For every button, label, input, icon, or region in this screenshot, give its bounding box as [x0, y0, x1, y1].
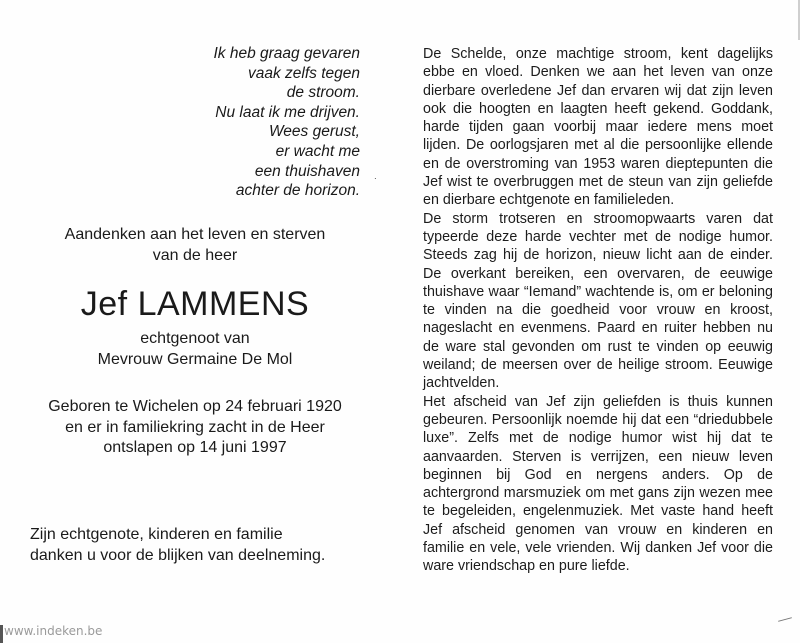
eulogy [423, 45, 773, 576]
poem-line: vaak zelfs tegen [247, 64, 360, 82]
scan-scratch [778, 617, 792, 622]
poem [150, 44, 360, 201]
poem-line: de stroom. [286, 84, 360, 102]
eulogy-paragraph: De storm trotseren en stroomopwaarts varen dat typeerde deze harde vechter met de nodige humor. Steeds zag hij de horizon, nieuw licht aan de einder. De overkant bereiken, een overvaren, de eeuwige thuishave waar “Iemand” wachtende is, om er beloning te vinden na die goedheid voor vrouw en kroost, nageslacht en evenmens. Paard en ruiter hebben nu de ware stal gevonden om rust te vinden op eeuwig weiland; de meersen over de heilige stroom. Eeuwige jachtvelden. [423, 210, 773, 392]
intro-text [30, 224, 360, 266]
spouse-name: Mevrouw Germaine De Mol [97, 351, 293, 368]
death-line: en er in familiekring zacht in de Heer [65, 418, 325, 436]
thanks-line: Zijn echtgenote, kinderen en familie [30, 526, 283, 543]
scan-edge [0, 625, 3, 643]
thanks-line: danken u voor de blijken van deelneming. [30, 547, 326, 564]
poem-line: Nu laat ik me drijven. [215, 103, 360, 121]
scan-speck: ․ [374, 172, 377, 181]
thanks-text [30, 524, 390, 566]
poem-line: Ik heb graag gevaren [213, 45, 360, 62]
deceased-name: Jef LAMMENS [80, 285, 310, 323]
poem-line: Wees gerust, [268, 123, 360, 141]
eulogy-paragraph: Het afscheid van Jef zijn geliefden is thuis kunnen gebeuren. Persoonlijk noemde hij dat een “driedubbele luxe”. Zelfs met de nodige humor wist hij dat te aanvaarden. Sterven is verrijzen, een nieuw leven beginnen bij God en nergens anders. Op de achtergrond marsmuziek om met gans zijn wezen mee te begeleiden, engelenmuziek. Met vaste hand heeft Jef afscheid genomen van vrouw en kinderen en familie en vele, vele vrienden. Wij danken Jef voor die ware vriendschap en pure liefde. [423, 393, 773, 575]
watermark: www.indeken.be [4, 624, 103, 638]
spouse-info [30, 328, 360, 370]
intro-line: van de heer [152, 247, 238, 264]
poem-line: achter de horizon. [235, 182, 360, 200]
poem-line: er wacht me [275, 142, 360, 160]
intro-line: Aandenken aan het leven en sterven [64, 226, 326, 243]
poem-line: een thuishaven [254, 162, 360, 180]
death-date-line: ontslapen op 14 juni 1997 [103, 439, 287, 456]
life-dates [15, 397, 375, 459]
relation-label: echtgenoot van [140, 330, 250, 347]
eulogy-paragraph: De Schelde, onze machtige stroom, kent dagelijks ebbe en vloed. Denken we aan het leven van onze dierbare overledene Jef dan ervaren wij dat zijn leven ook die hoogten en laagten heeft gekend. Goddank, harde tijden gaan voorbij maar iedere mens moet lijden. De oorlogsjaren met al die persoonlijke ellende en de overstroming van 1953 waren dieptepunten die Jef wist te overbruggen met de steun van zijn geliefde en dierbare echtgenote en familieleden. [423, 46, 773, 209]
birth-line: Geboren te Wichelen op 24 februari 1920 [48, 398, 342, 415]
